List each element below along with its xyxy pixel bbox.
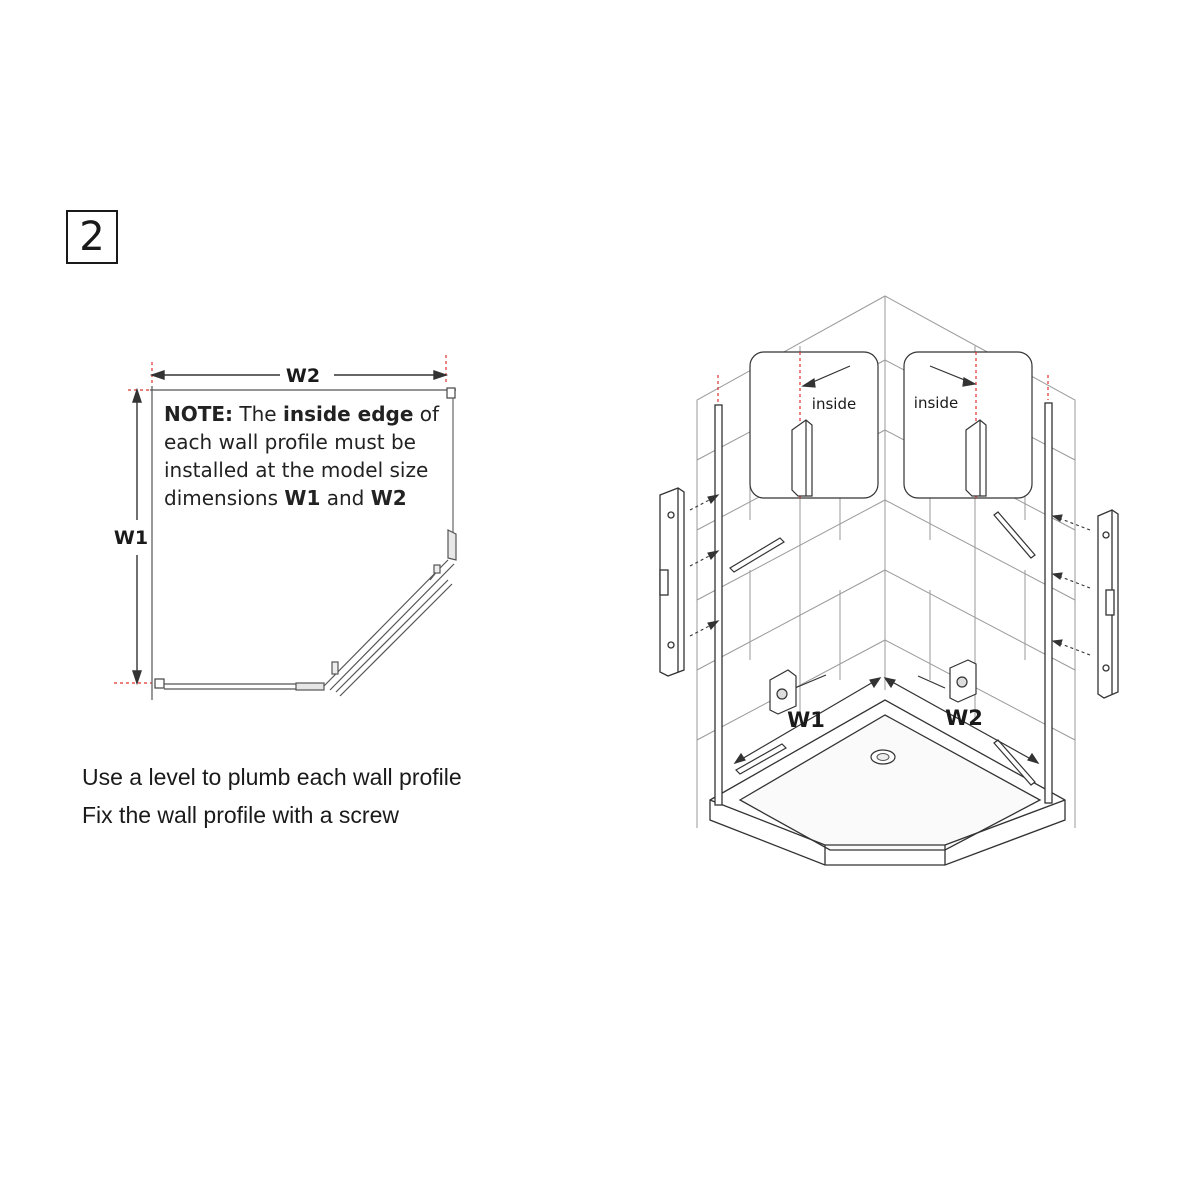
note-text-3: and <box>326 486 365 510</box>
wall-profile-left <box>715 405 722 805</box>
iso-w2-label: W2 <box>945 706 983 730</box>
instruction-item: Fix the wall profile with a screw <box>82 802 399 828</box>
wall-profile-right <box>1045 403 1052 803</box>
detail-callout-right <box>904 352 1032 498</box>
note-emphasis-w2: W2 <box>370 486 407 510</box>
detail-callout-left <box>750 352 878 498</box>
note-text-1: The <box>239 402 277 426</box>
wall-plug-right <box>950 660 976 702</box>
shower-tray <box>710 700 1065 865</box>
profile-part-right <box>1098 510 1118 698</box>
detail-left-label: inside <box>811 395 857 413</box>
detail-right-label: inside <box>913 394 959 412</box>
iso-w1-label: W1 <box>787 708 825 732</box>
w2-dimension-label: W2 <box>285 365 321 387</box>
note-emphasis-w1: W1 <box>284 486 321 510</box>
note-label: NOTE: <box>164 402 234 426</box>
note-text-2: of each wall profile must be installed at the model size dimensions <box>164 402 440 510</box>
instruction-item: Use a level to plumb each wall profile <box>82 764 462 790</box>
w1-dimension-label: W1 <box>113 527 149 549</box>
note-emphasis-inside-edge: inside edge <box>282 402 414 426</box>
step-number: 2 <box>79 214 105 260</box>
profile-part-left <box>660 488 684 676</box>
